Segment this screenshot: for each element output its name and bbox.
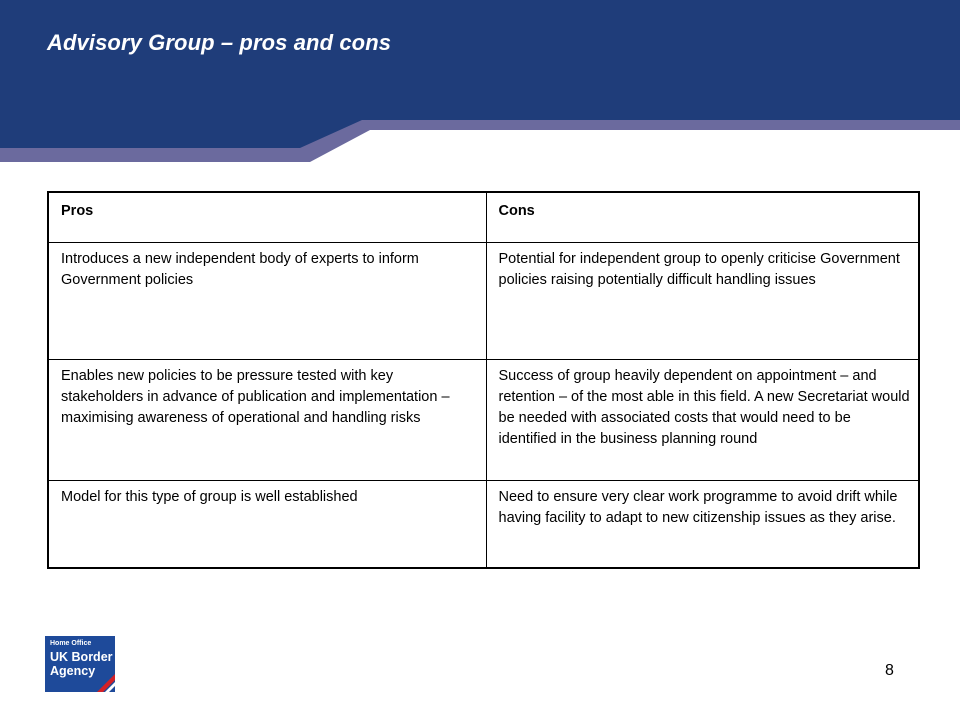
pros-cell: Introduces a new independent body of experts to inform Government policies (48, 243, 486, 360)
logo-line-agency: Agency (50, 664, 96, 678)
cons-cell: Potential for independent group to openly criticise Government policies raising potentially difficult handling issues (486, 243, 919, 360)
page-number: 8 (885, 662, 894, 679)
pros-cons-table-container (47, 191, 918, 569)
table-row (48, 481, 919, 569)
table-row (48, 360, 919, 481)
pros-cell: Enables new policies to be pressure tested with key stakeholders in advance of publication and implementation – maximising awareness of operational and handling risks (48, 360, 486, 481)
logo-home-office-text: Home Office (50, 640, 92, 647)
pros-column-header: Pros (48, 192, 486, 243)
cons-cell: Success of group heavily dependent on appointment – and retention – of the most able in this field. A new Secretariat would be needed with associated costs that would need to be identified in the business planning round (486, 360, 919, 481)
table-row (48, 243, 919, 360)
pros-cons-table (47, 191, 920, 569)
cons-column-header: Cons (486, 192, 919, 243)
logo-line-uk-border: UK Border (50, 650, 113, 664)
table-header-row (48, 192, 919, 243)
pros-cell: Model for this type of group is well established (48, 481, 486, 569)
header-banner (0, 0, 960, 170)
cons-cell: Need to ensure very clear work programme to avoid drift while having facility to adapt to new citizenship issues as they arise. (486, 481, 919, 569)
logo-agency-name (50, 650, 113, 678)
slide-title: Advisory Group – pros and cons (47, 30, 392, 55)
uk-border-agency-logo (45, 636, 115, 692)
